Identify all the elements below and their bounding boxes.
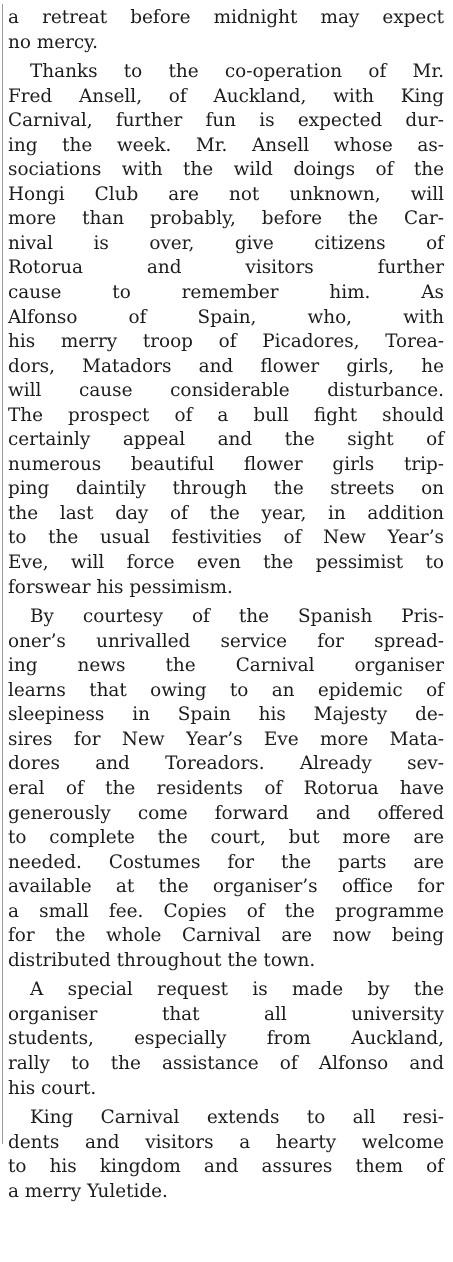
- article-line: ping daintily through the streets on: [8, 478, 444, 500]
- article-line: will cause considerable disturbance.: [8, 380, 444, 402]
- article-line: dors, Matadors and flower girls, he: [8, 355, 444, 377]
- article-line: Rotorua and visitors further: [8, 257, 444, 279]
- article-line: to his kingdom and assures them of: [8, 1156, 444, 1178]
- article-line: numerous beautiful flower girls trip-: [8, 453, 444, 475]
- article-paragraph: [8, 605, 444, 973]
- article-paragraph: [8, 978, 444, 1101]
- article-line: Carnival, further fun is expected dur-: [8, 110, 444, 132]
- article-line: learns that owing to an epidemic of: [8, 679, 444, 701]
- article-line: certainly appeal and the sight of: [8, 429, 444, 451]
- column-rule: [2, 4, 3, 1144]
- article-line: his court.: [8, 1077, 97, 1099]
- article-paragraph: [8, 1106, 444, 1204]
- article-line: a retreat before midnight may expect: [8, 7, 444, 28]
- article-line: ing news the Carnival organiser: [8, 655, 444, 677]
- article-line: ing the week. Mr. Ansell whose as-: [8, 134, 444, 156]
- article-line: a merry Yuletide.: [8, 1180, 168, 1202]
- article-line: needed. Costumes for the parts are: [8, 851, 444, 873]
- article-line: a small fee. Copies of the programme: [8, 900, 444, 922]
- article-line: oner’s unrivalled service for spread-: [8, 630, 444, 652]
- article-line: students, especially from Auckland,: [8, 1028, 444, 1050]
- article-line: sleepiness in Spain his Majesty de-: [8, 704, 444, 726]
- article-line: generously come forward and offered: [8, 802, 444, 824]
- article-line: A special request is made by the: [30, 979, 444, 1001]
- article-line: sociations with the wild doings of the: [8, 159, 444, 181]
- article-line: Fred Ansell, of Auckland, with King: [8, 85, 444, 107]
- article-line: By courtesy of the Spanish Pris-: [30, 606, 444, 628]
- article-line: his merry troop of Picadores, Torea-: [8, 331, 444, 353]
- article-line: to complete the court, but more are: [8, 827, 444, 849]
- article-line: for the whole Carnival are now being: [8, 925, 444, 947]
- article-line: eral of the residents of Rotorua have: [8, 777, 444, 799]
- article-line: to the usual festivities of New Year’s: [8, 527, 444, 549]
- article-line: dores and Toreadors. Already sev-: [8, 753, 444, 775]
- article-line: Eve, will force even the pessimist to: [8, 552, 444, 574]
- article-line: distributed throughout the town.: [8, 949, 316, 971]
- article-line: nival is over, give citizens of: [8, 232, 444, 254]
- article-line: organiser that all university: [8, 1003, 444, 1025]
- article-line: more than probably, before the Car-: [8, 208, 444, 230]
- article-line: the last day of the year, in addition: [8, 502, 444, 524]
- article-line: rally to the assistance of Alfonso and: [8, 1052, 444, 1074]
- article-paragraph: [8, 60, 444, 600]
- article-line: Thanks to the co-operation of Mr.: [30, 61, 444, 83]
- article-line: Alfonso of Spain, who, with: [8, 306, 444, 328]
- article-line: The prospect of a bull fight should: [8, 404, 444, 426]
- article-line: available at the organiser’s office for: [8, 876, 444, 898]
- article-line: dents and visitors a hearty welcome: [8, 1131, 444, 1153]
- article-line: forswear his pessimism.: [8, 576, 233, 598]
- article-line: sires for New Year’s Eve more Mata-: [8, 728, 444, 750]
- article-line: Hongi Club are not unknown, will: [8, 183, 444, 205]
- article-body: [8, 6, 444, 1204]
- article-line: no mercy.: [8, 31, 98, 53]
- article-line: King Carnival extends to all resi-: [30, 1107, 444, 1129]
- article-paragraph: [8, 6, 444, 55]
- article-line: cause to remember him. As: [8, 282, 444, 304]
